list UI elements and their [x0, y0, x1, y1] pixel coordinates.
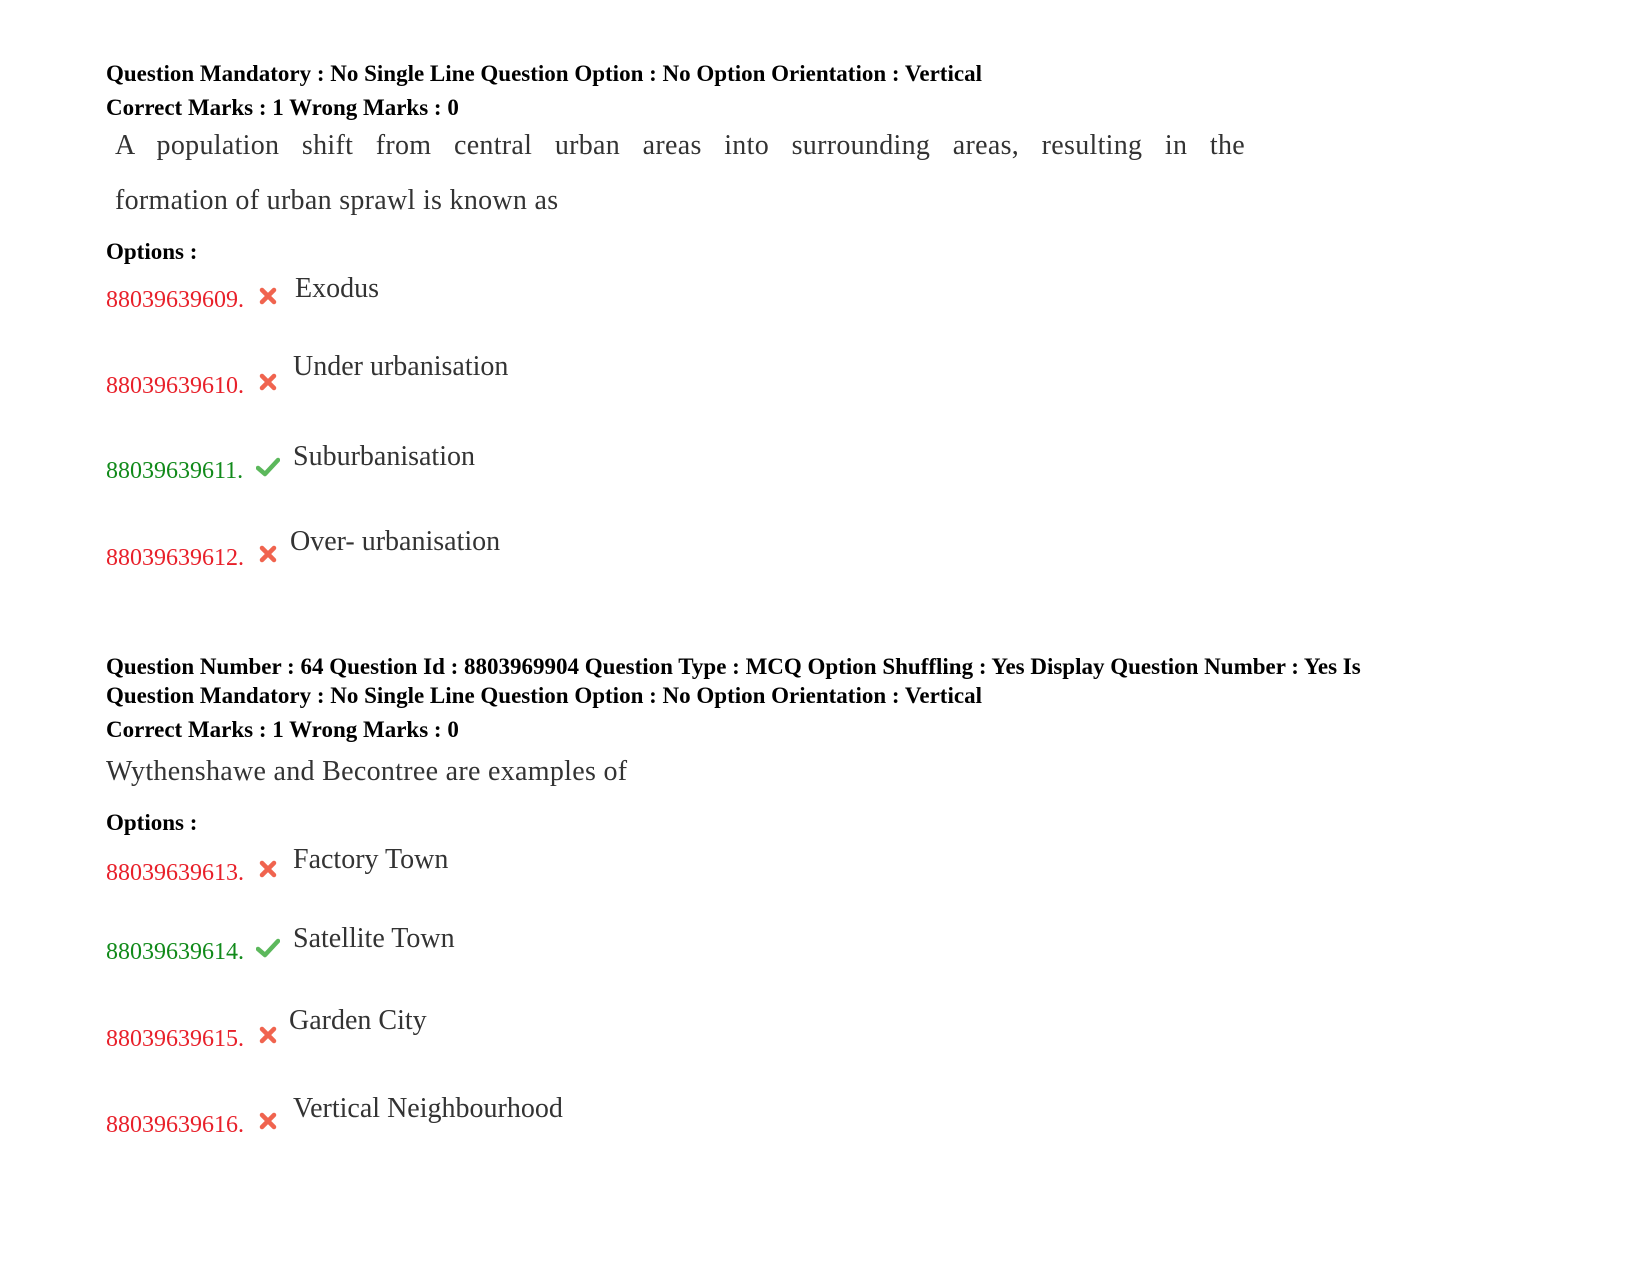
option-id: 88039639610.	[106, 373, 244, 399]
cross-icon	[258, 1111, 278, 1131]
option-text: Under urbanisation	[293, 351, 509, 382]
option-id: 88039639615.	[106, 1026, 244, 1052]
question-meta-line: Question Mandatory : No Single Line Question Option : No Option Orientation : Vertical	[106, 61, 982, 86]
options-label: Options :	[106, 239, 198, 264]
question-stem-line: formation of urban sprawl is known as	[115, 185, 559, 216]
question-meta-line: Question Mandatory : No Single Line Question Option : No Option Orientation : Vertical	[106, 683, 982, 708]
option-id: 88039639612.	[106, 545, 244, 571]
question-marks-line: Correct Marks : 1 Wrong Marks : 0	[106, 717, 459, 742]
cross-icon	[258, 859, 278, 879]
question-stem: Wythenshawe and Becontree are examples of	[106, 756, 628, 787]
option-id: 88039639613.	[106, 860, 244, 886]
option-text: Suburbanisation	[293, 441, 475, 472]
options-label: Options :	[106, 810, 198, 835]
option-text: Garden City	[289, 1005, 427, 1036]
option-text: Exodus	[295, 273, 379, 304]
question-meta-line: Question Number : 64 Question Id : 8803969904 Question Type : MCQ Option Shuffling : Yes Display Question Number : Yes Is	[106, 654, 1361, 679]
question-marks-line: Correct Marks : 1 Wrong Marks : 0	[106, 95, 459, 120]
cross-icon	[258, 544, 278, 564]
option-id: 88039639616.	[106, 1112, 244, 1138]
option-id: 88039639609.	[106, 287, 244, 313]
check-icon	[256, 457, 280, 477]
option-id: 88039639611.	[106, 458, 244, 484]
cross-icon	[258, 372, 278, 392]
option-id: 88039639614.	[106, 939, 244, 965]
check-icon	[256, 938, 280, 958]
option-text: Satellite Town	[293, 923, 455, 954]
option-text: Over- urbanisation	[290, 526, 501, 557]
option-text: Factory Town	[293, 844, 449, 875]
cross-icon	[258, 1025, 278, 1045]
question-stem-line: A population shift from central urban areas into surrounding areas, resulting in the	[115, 130, 1245, 161]
option-text: Vertical Neighbourhood	[293, 1093, 563, 1124]
cross-icon	[258, 286, 278, 306]
